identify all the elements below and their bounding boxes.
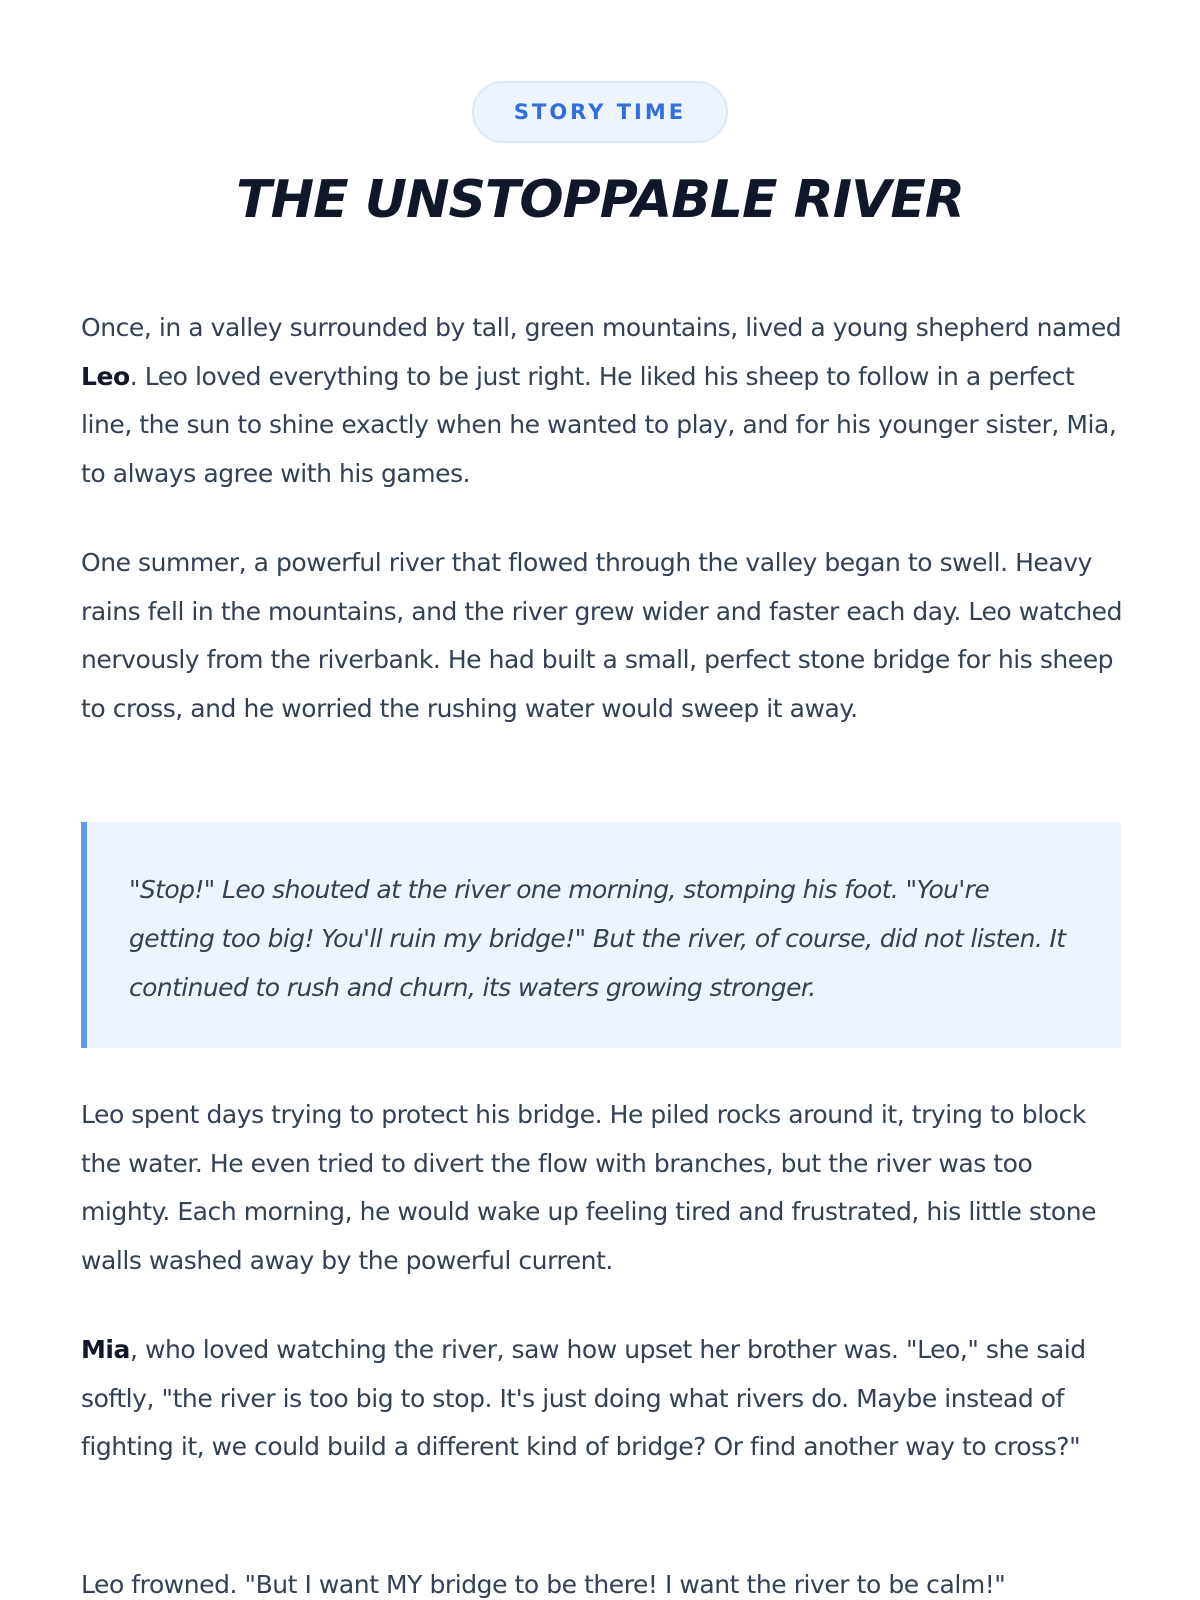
story-paragraph-2: One summer, a powerful river that flowed through the valley began to swell. Heavy rains fell in the mountains, and the river grew wider and faster each day. Leo watched nervously from the riverbank. He had built a small, perfect stone bridge for his sheep to cross, and he worried the rushing water would sweep it away. [81, 548, 1122, 723]
story-paragraph-4 [81, 1326, 1126, 1472]
story-paragraph-1 [81, 304, 1126, 498]
story-title: THE UNSTOPPABLE RIVER [236, 170, 964, 230]
paragraph-text: Once, in a valley surrounded by tall, green mountains, lived a young shepherd named [81, 313, 1122, 342]
story-paragraph-5: Leo frowned. "But I want MY bridge to be there! I want the river to be calm!" [81, 1570, 1006, 1599]
paragraph-text: , who loved watching the river, saw how upset her brother was. "Leo," she said softly, "the river is too big to stop. It's just doing what rivers do. Maybe instead of fighting it, we could build a different kind of bridge? Or find another way to cross?" [81, 1335, 1086, 1461]
story-paragraph-3: Leo spent days trying to protect his bridge. He piled rocks around it, trying to block the water. He even tried to divert the flow with branches, but the river was too mighty. Each morning, he would wake up feeling tired and frustrated, his little stone walls washed away by the powerful current. [81, 1100, 1097, 1275]
blockquote-text: "Stop!" Leo shouted at the river one morning, stomping his foot. "You're getting too big! You'll ruin my bridge!" But the river, of course, did not listen. It continued to rush and churn, its waters growing stronger. [129, 875, 1066, 1002]
paragraph-text: . Leo loved everything to be just right. He liked his sheep to follow in a perfect line, the sun to shine exactly when he wanted to play, and for his younger sister, Mia, to always agree with his games. [81, 361, 1117, 488]
badge-container [0, 81, 1200, 143]
character-name-mia: Mia [81, 1335, 130, 1364]
story-time-badge: STORY TIME [472, 81, 728, 143]
story-blockquote [81, 822, 1121, 1048]
character-name-leo: Leo [81, 361, 130, 391]
